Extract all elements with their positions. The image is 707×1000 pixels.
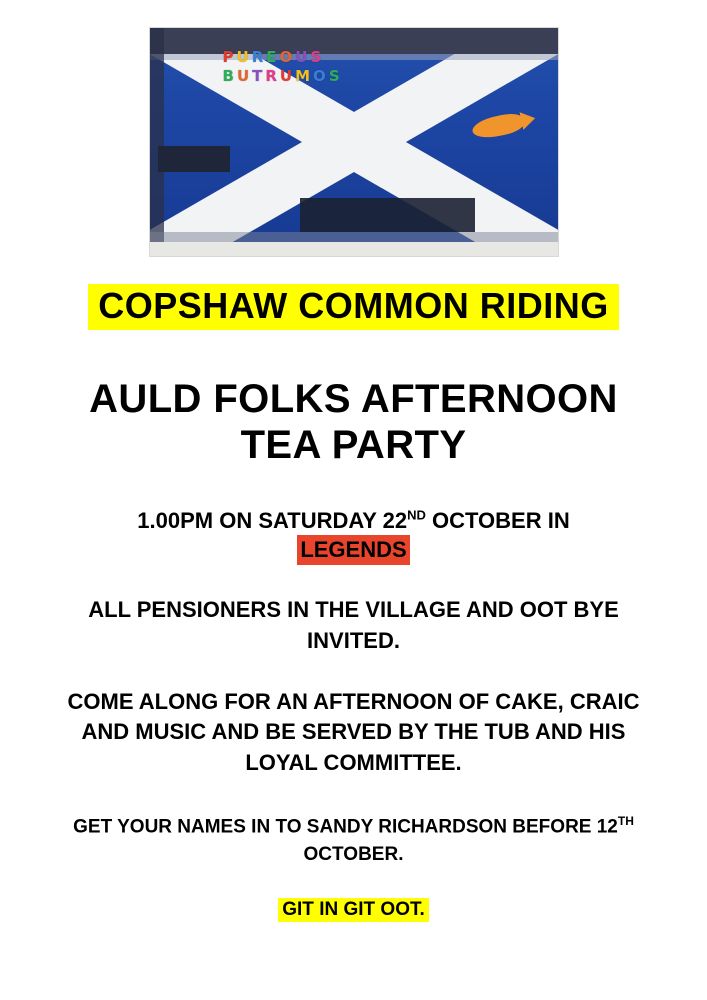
event-headline (89, 376, 618, 468)
event-headline-line1: AULD FOLKS AFTERNOON (89, 376, 618, 421)
photo-bottom-band-secondary (150, 232, 558, 242)
event-venue: LEGENDS (297, 535, 409, 565)
body-text: COME ALONG FOR AN AFTERNOON OF CAKE, CRAIC AND MUSIC AND BE SERVED BY THE TUB AND HIS LOYAL COMMITTEE. (67, 688, 640, 776)
saltire-flag-photo (150, 28, 558, 256)
party-letter-banner (222, 50, 392, 84)
banner-letter: U (236, 67, 250, 85)
photo-left-band (150, 28, 164, 256)
banner-letter: M (295, 67, 311, 85)
banner-letter: U (295, 48, 308, 66)
banner-letter: U (236, 48, 249, 66)
event-datetime-prefix: 1.00PM ON SATURDAY 22 (137, 507, 408, 533)
banner-letter: P (222, 48, 234, 66)
banner-letter: R (265, 67, 277, 85)
banner-letter: U (279, 67, 293, 85)
rsvp-suffix: OCTOBER. (303, 843, 404, 865)
banner-letter: O (313, 67, 326, 85)
event-datetime (137, 506, 569, 565)
banner-letter: R (251, 48, 264, 66)
rsvp-text (44, 813, 664, 868)
rsvp-ordinal: TH (617, 813, 634, 828)
photo-dark-block (158, 146, 230, 172)
banner-letter: B (222, 67, 234, 85)
banner-letter: S (328, 67, 340, 85)
closing-text: GIT IN GIT OOT. (278, 898, 429, 922)
page-title: COPSHAW COMMON RIDING (88, 284, 619, 330)
banner-row-2 (222, 69, 392, 84)
invite-text: ALL PENSIONERS IN THE VILLAGE AND OOT BYE INVITED. (88, 596, 619, 653)
photo-dark-bar (300, 198, 475, 232)
banner-letter: E (266, 48, 277, 66)
banner-letter: T (252, 67, 263, 85)
rsvp-prefix: GET YOUR NAMES IN TO SANDY RICHARDSON BEFORE 12 (73, 816, 618, 838)
event-date-ordinal: ND (407, 507, 426, 523)
banner-letter: S (310, 48, 322, 66)
event-datetime-suffix: OCTOBER IN (425, 507, 570, 533)
banner-row-1 (222, 50, 392, 65)
banner-letter: O (279, 48, 293, 66)
event-headline-line2: TEA PARTY (240, 422, 467, 467)
photo-bottom-band (150, 242, 558, 256)
